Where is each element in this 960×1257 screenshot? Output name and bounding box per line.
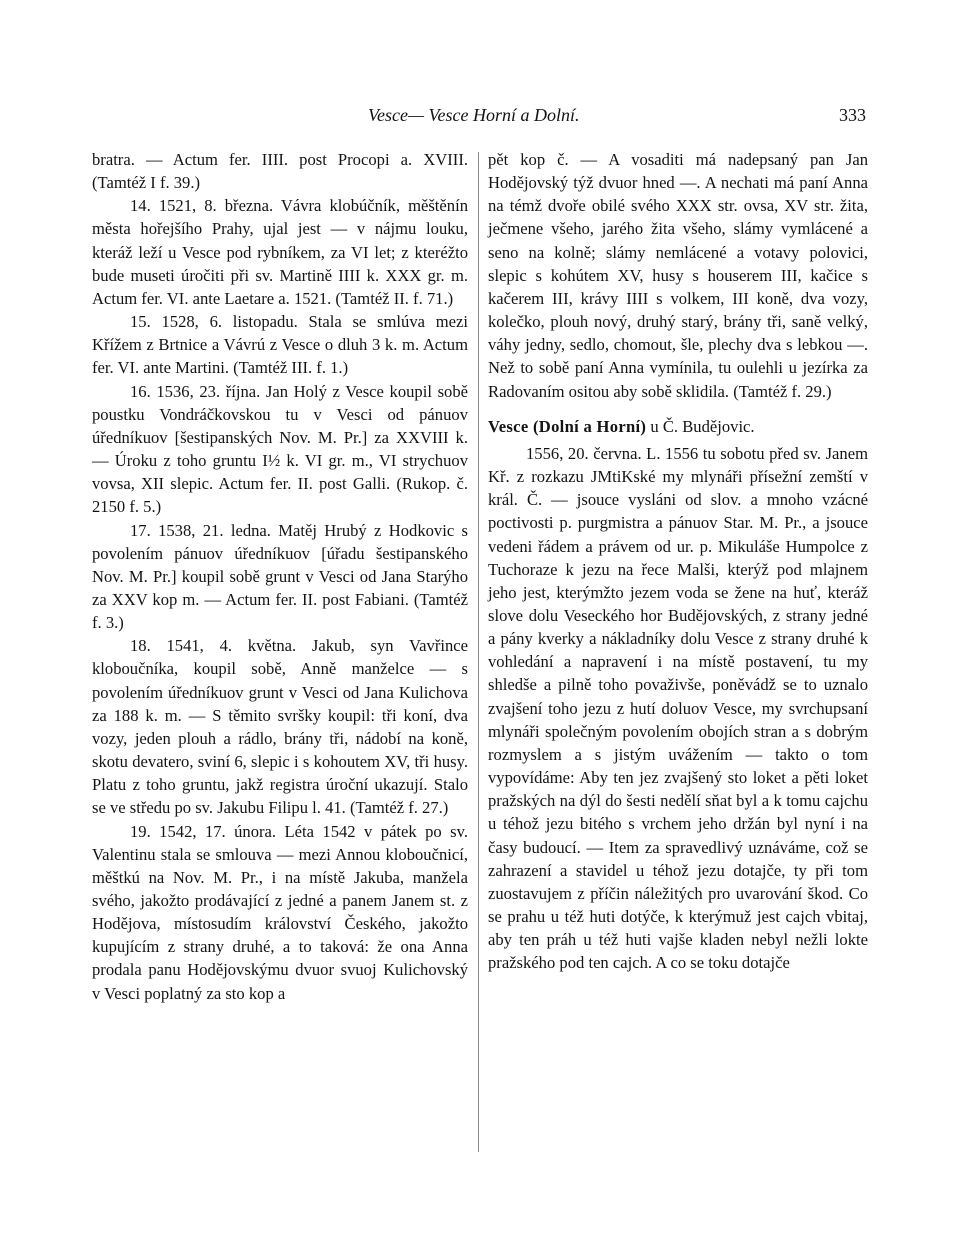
left-column xyxy=(92,148,468,1005)
paragraph: 14. 1521, 8. března. Vávra klobúčník, měštěnín města hořejšího Prahy, ujal jest — v nájmu louku, kteráž leží u Vesce pod rybníkem, za VI let; z kteréžto bude museti úročiti při sv. Martině IIII k. XXX gr. m. Actum fer. VI. ante Laetare a. 1521. (Tamtéž II. f. 71.) xyxy=(92,196,468,308)
paragraph: 18. 1541, 4. května. Jakub, syn Vavřince kloboučníka, koupil sobě, Anně manželce — s povolením úředníkuov grunt v Vesci od Jana Kulichova za 188 k. m. — S těmito svršky koupil: tři koní, dva vozy, jeden plouh a rádlo, brány tři, nádobí na koně, skotu devatero, sviní 6, slepic i s kohoutem XV, tři husy. Platu z toho gruntu, jakž registra úroční ukazují. Stalo se ve středu po sv. Jakubu Filipu l. 41. (Tamtéž f. 27.) xyxy=(92,636,468,818)
paragraph: 1556, 20. června. L. 1556 tu sobotu před sv. Janem Kř. z rozkazu JMtiKské my mlynáři přísežní zemští v král. Č. — jsouce vysláni od slov. a mnoho vzácné poctivosti p. purgmistra a pánuov Star. M. Pr., a jsouce vedeni řádem a právem od ur. p. Mikuláše Humpolce z Tuchoraze k jezu na řece Malši, kterýž pod mlajnem jeho jest, kterýmžto jezem voda se žene na huť, kteráž slove dolu Veseckého hor Budějovských, z strany jedné a pány kverky a nákladníky dolu Vesce z strany druhé k vohledání a napravení i na místě postavení, tu my shledše a pilně toho považivše, poněvádž se to uznalo zvajšení toho jezu z hutí doluov Vesce, my svrchupsaní mlynáři společným povolením obojích stran a s dobrým rozmyslem a s jistým uvážením — takto o tom vypovídáme: Aby ten jez zvajšený sto loket a pěti loket pražských na dýl do šesti nedělí sňat byl a k tomu cajchu u téhož jezu bitého s vrchem jeho držán byl nyní i na časy budoucí. — Item za spravedlivý uznáváme, což se zahrazení a stavidel u téhož jezu dotajče, ty při tom zuostavujem z příčin náležitých pro uvarování škod. Co se prahu u též huti dotýče, k kterýmuž jest cajch vbitaj, aby ten práh u též huti vajše kladen nebyl nežli lokte pražského pod ten cajch. A co se toku dotajče xyxy=(488,443,868,973)
paragraph: pět kop č. — A vosaditi má nadepsaný pan Jan Hodějovský týž dvuor hned —. A nechati má paní Anna na témž dvoře obilé svého XXX str. ovsa, XV str. žita, ječmene všeho, jarého žita všeho, slámy vymlácené a seno na kolně; slámy nemlácené a votavy polovici, slepic s kohútem XV, husy s houserem III, kačice s kačerem III, krávy IIII s volkem, III koně, dva vozy, kolečko, plouh nový, druhý starý, brány tři, saně velký, váhy jedny, sedlo, chomout, šle, plechy dva s lebkou —. Než to sobě paní Anna vymínila, tu oulehli u jezírka za Radovaním ositou aby sobě sklidila. (Tamtéž f. 29.) xyxy=(488,150,868,401)
section-heading-bold: Vesce (Dolní a Horní) xyxy=(488,416,647,436)
running-title: Vesce— Vesce Horní a Dolní. xyxy=(368,105,580,125)
right-column xyxy=(488,148,868,974)
paragraph: 19. 1542, 17. února. Léta 1542 v pátek po sv. Valentinu stala se smlouva — mezi Annou kloboučnicí, měštkú na Nov. M. Pr., i na místě Jakuba, manžela svého, jakožto prodávající z jedné a panem Janem st. z Hodějova, místosudím království Českého, jakožto kupujícím z strany druhé, a to taková: že ona Anna prodala panu Hodějovskýmu dvuor svuoj Kulichovský v Vesci poplatný za sto kop a xyxy=(92,821,468,1003)
section-heading-rest: u Č. Budějovic. xyxy=(646,416,755,436)
page-number: 333 xyxy=(839,105,866,125)
column-divider xyxy=(478,152,479,1152)
paragraph: 17. 1538, 21. ledna. Matěj Hrubý z Hodkovic s povolením pánuov úředníkuov [úřadu šestipanského Nov. M. Pr.] koupil sobě grunt v Vesci od Jana Starýho za XXV kop m. — Actum fer. II. post Fabiani. (Tamtéž f. 3.) xyxy=(92,520,468,633)
paragraph: bratra. — Actum fer. IIII. post Procopi a. XVIII. (Tamtéž I f. 39.) xyxy=(92,150,468,193)
paragraph: 16. 1536, 23. října. Jan Holý z Vesce koupil sobě poustku Vondráčkovskou tu v Vesci od pánuov úředníkuov [šestipanských Nov. M. Pr.] za XXVIII k. — Úroku z toho gruntu I½ k. VI gr. m., VI strychuov vovsa, XII slepic. Actum fer. II. post Galli. (Rukop. č. 2150 f. 5.) xyxy=(92,381,468,517)
page-header xyxy=(88,101,866,131)
section-heading xyxy=(488,415,868,438)
paragraph: 15. 1528, 6. listopadu. Stala se smlúva mezi Křížem z Brtnice a Vávrú z Vesce o dluh 3 k. m. Actum fer. VI. ante Martini. (Tamtéž III. f. 1.) xyxy=(92,312,468,378)
